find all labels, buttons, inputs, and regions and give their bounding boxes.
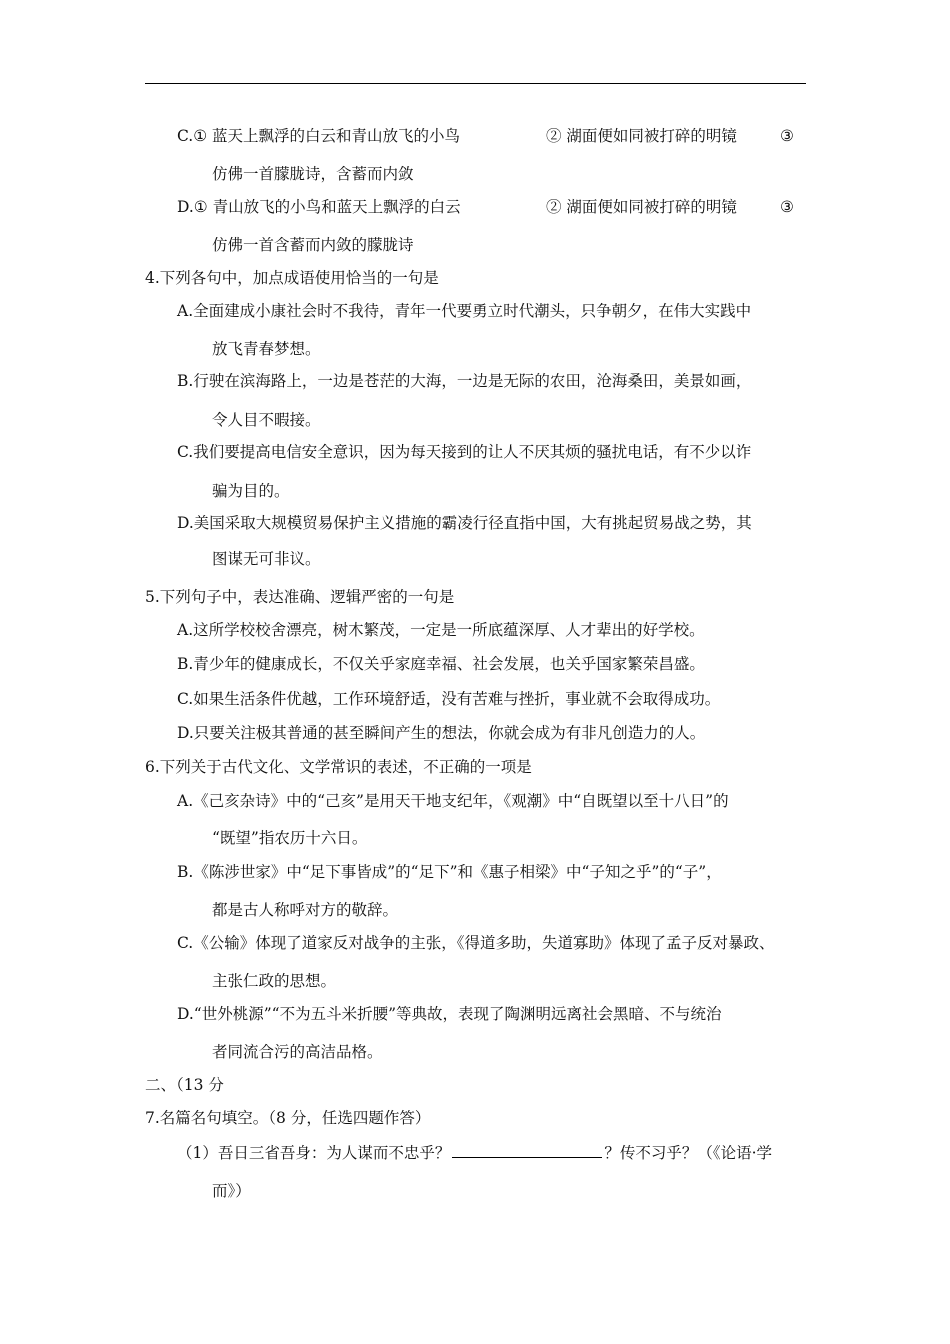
q7-stem: 7.名篇名句填空。（8 分，任选四题作答） bbox=[145, 1109, 431, 1127]
fill-in-blank[interactable] bbox=[452, 1143, 602, 1158]
q3-option-c-item3: ③ bbox=[780, 127, 794, 145]
q4-option-b-line2: 令人目不暇接。 bbox=[212, 411, 321, 429]
q5-option-d: D.只要关注极其普通的甚至瞬间产生的想法，你就会成为有非凡创造力的人。 bbox=[177, 724, 706, 742]
q3-option-c-item2: ② 湖面便如同被打碎的明镜 bbox=[546, 127, 737, 145]
q3-option-d-item3: ③ bbox=[780, 198, 794, 216]
q6-stem: 6.下列关于古代文化、文学常识的表述，不正确的一项是 bbox=[145, 758, 532, 776]
q6-option-b-line2: 都是古人称呼对方的敬辞。 bbox=[212, 901, 399, 919]
q3-option-c-line1: C.① 蓝天上飘浮的白云和青山放飞的小鸟 bbox=[177, 127, 461, 145]
header-rule bbox=[145, 83, 806, 84]
q6-option-a-line2: “既望”指农历十六日。 bbox=[212, 829, 368, 847]
q6-option-b-line1: B.《陈涉世家》中“足下事皆成”的“足下”和《惠子相梁》中“子知之乎”的“子”， bbox=[177, 863, 722, 881]
q5-option-c: C.如果生活条件优越，工作环境舒适，没有苦难与挫折，事业就不会取得成功。 bbox=[177, 690, 721, 708]
q4-option-a-line2: 放飞青春梦想。 bbox=[212, 340, 321, 358]
q6-option-a-line1: A.《己亥杂诗》中的“己亥”是用天干地支纪年，《观潮》中“自既望以至十八日”的 bbox=[177, 792, 729, 810]
q7-item1-line2: 而》） bbox=[212, 1182, 251, 1200]
q4-stem: 4.下列各句中，加点成语使用恰当的一句是 bbox=[145, 269, 439, 287]
q6-option-d-line2: 者同流合污的高洁品格。 bbox=[212, 1043, 383, 1061]
q4-option-b-line1: B.行驶在滨海路上，一边是苍茫的大海，一边是无际的农田，沧海桑田，美景如画， bbox=[177, 372, 752, 390]
q7-item1-before: （1）吾日三省吾身：为人谋而不忠乎？ bbox=[177, 1144, 451, 1162]
q4-option-a-line1: A.全面建成小康社会时不我待，青年一代要勇立时代潮头，只争朝夕，在伟大实践中 bbox=[177, 302, 752, 320]
q5-option-b: B.青少年的健康成长，不仅关乎家庭幸福、社会发展，也关乎国家繁荣昌盛。 bbox=[177, 655, 705, 673]
q6-option-c-line2: 主张仁政的思想。 bbox=[212, 972, 337, 990]
q4-option-d-line1: D.美国采取大规模贸易保护主义措施的霸凌行径直指中国，大有挑起贸易战之势，其 bbox=[177, 514, 752, 532]
q5-option-a: A.这所学校校舍漂亮，树木繁茂，一定是一所底蕴深厚、人才辈出的好学校。 bbox=[177, 621, 705, 639]
q6-option-c-line1: C.《公输》体现了道家反对战争的主张，《得道多助，失道寡助》体现了孟子反对暴政、 bbox=[177, 934, 775, 952]
q3-option-d-item2: ② 湖面便如同被打碎的明镜 bbox=[546, 198, 737, 216]
section-two-heading: 二、（13 分 bbox=[145, 1076, 224, 1094]
q4-option-c-line1: C.我们要提高电信安全意识，因为每天接到的让人不厌其烦的骚扰电话，有不少以诈 bbox=[177, 443, 752, 461]
q7-item1-after: ？传不习乎？（《论语·学 bbox=[604, 1144, 773, 1162]
q6-option-d-line1: D.“世外桃源”“不为五斗米折腰”等典故，表现了陶渊明远离社会黑暗、不与统治 bbox=[177, 1005, 722, 1023]
q3-option-c-line2: 仿佛一首朦胧诗，含蓄而内敛 bbox=[212, 165, 414, 183]
q3-option-d-line1: D.① 青山放飞的小鸟和蓝天上飘浮的白云 bbox=[177, 198, 461, 216]
q4-option-c-line2: 骗为目的。 bbox=[212, 482, 290, 500]
q5-stem: 5.下列句子中，表达准确、逻辑严密的一句是 bbox=[145, 588, 455, 606]
q4-option-d-line2: 图谋无可非议。 bbox=[212, 550, 321, 568]
q7-item1-line1 bbox=[177, 1143, 772, 1163]
q3-option-d-line2: 仿佛一首含蓄而内敛的朦胧诗 bbox=[212, 236, 414, 254]
